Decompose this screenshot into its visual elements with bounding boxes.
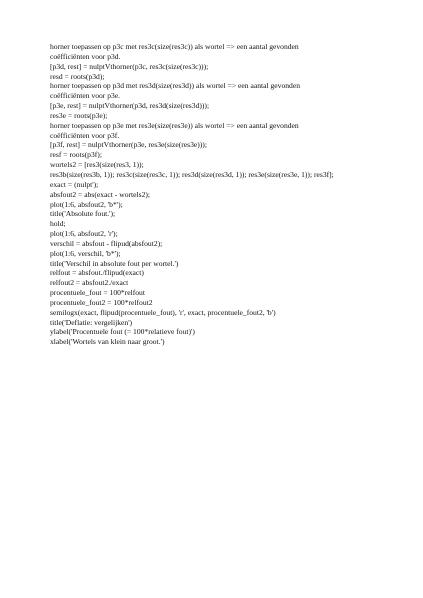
text-line: resd = roots(p3d); xyxy=(50,71,105,81)
text-line: coëfficiënten voor p3f. xyxy=(50,130,120,140)
text-line: relfout2 = absfout2./exact xyxy=(50,278,129,288)
text-line: plot(1:6, absfout2, 'b*'); xyxy=(50,199,123,209)
text-line: ylabel('Procentuele fout (= 100*relatieve fout)') xyxy=(50,327,195,337)
text-line: [p3e, rest] = nulptVthorner(p3d, res3d(size(res3d))); xyxy=(50,101,210,111)
text-line: [p3f, rest] = nulptVthorner(p3e, res3e(size(res3e))); xyxy=(50,140,207,150)
text-line: horner toepassen op p3c met res3c(size(res3c)) als wortel => een aantal gevonden xyxy=(50,42,299,51)
text-line: [p3d, rest] = nulptVthorner(p3c, res3c(size(res3c))); xyxy=(50,61,209,71)
text-line: resf = roots(p3f); xyxy=(50,150,102,160)
text-line: res3e = roots(p3e); xyxy=(50,110,108,120)
code-listing xyxy=(50,42,380,347)
text-line: plot(1:6, absfout2, 'r'); xyxy=(50,229,118,239)
text-line: xlabel('Wortels van klein naar groot.') xyxy=(50,337,165,347)
text-line: title('Verschil in absolute fout per wortel.') xyxy=(50,258,179,268)
text-line: exact = (nulpt'); xyxy=(50,179,99,189)
text-line: horner toepassen op p3d met res3d(size(res3d)) als wortel => een aantal gevonden xyxy=(50,81,301,91)
text-line: coëfficiënten voor p3d. xyxy=(50,51,121,61)
text-line: procentuele_fout = 100*relfout xyxy=(50,288,145,298)
text-line: wortels2 = [res3(size(res3, 1)); xyxy=(50,160,144,170)
text-line: verschil = absfout - flipud(absfout2); xyxy=(50,238,163,248)
text-line: absfout2 = abs(exact - wortels2); xyxy=(50,189,151,199)
text-line: title('Absolute fout.'); xyxy=(50,209,116,219)
text-line: res3b(size(res3b, 1)); res3c(size(res3c, 1)); res3d(size(res3d, 1)); res3e(size(res3e, 1)); res3f]; xyxy=(50,169,334,179)
text-line: title('Deflatie: vergelijken') xyxy=(50,317,133,327)
text-line: relfout = absfout./flipud(exact) xyxy=(50,268,144,278)
text-line: coëfficiënten voor p3e. xyxy=(50,91,121,101)
text-line: procentuele_fout2 = 100*relfout2 xyxy=(50,297,153,307)
text-line: hold; xyxy=(50,219,66,229)
text-line: semilogx(exact, flipud(procentuele_fout), 'r', exact, procentuele_fout2, 'b') xyxy=(50,307,276,317)
text-line: horner toepassen op p3e met res3e(size(res3e)) als wortel => een aantal gevonden xyxy=(50,120,299,130)
text-line: plot(1:6, verschil, 'b*'); xyxy=(50,248,121,258)
